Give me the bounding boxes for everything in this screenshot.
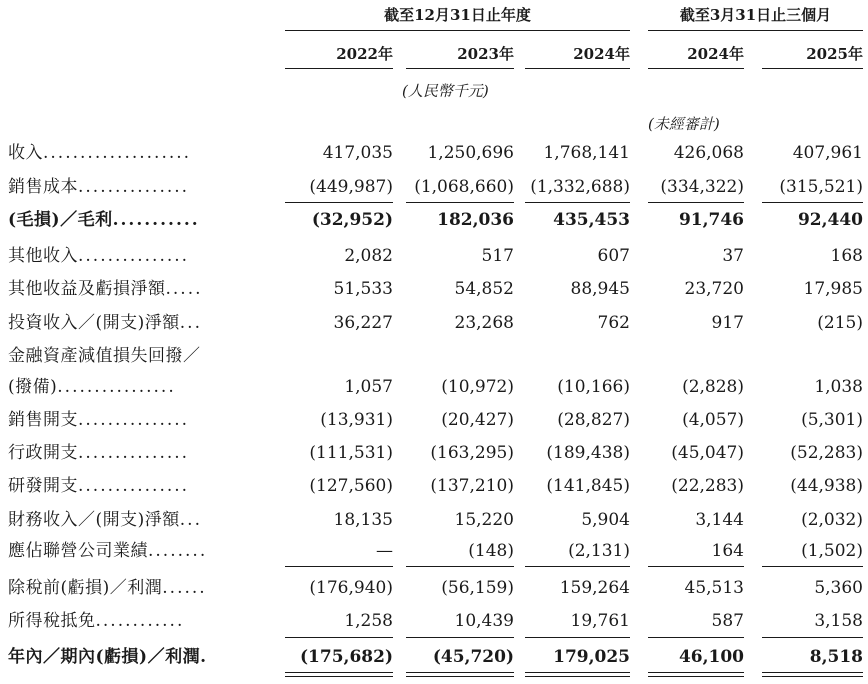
table-cell: (1,068,660): [414, 177, 514, 197]
header-year-2025-q: 2025年: [762, 43, 863, 69]
table-cell: 88,945: [570, 279, 630, 299]
table-cell: 179,025: [553, 647, 630, 667]
row-label: [8, 277, 203, 301]
leader-dots: ............: [95, 611, 185, 631]
row-label-text: 年內／期內(虧損)／利潤: [8, 647, 201, 667]
row-label: [8, 609, 184, 633]
table-cell: —: [376, 541, 393, 561]
table-cell: 164: [711, 541, 744, 561]
double-rule-total: [525, 672, 630, 677]
leader-dots: ...............: [78, 177, 190, 197]
header-year-2024: 2024年: [525, 43, 630, 69]
row-label-text: 投資收入／(開支)淨額: [8, 313, 180, 333]
row-label: [8, 208, 200, 232]
rule-after-cost: [406, 202, 514, 203]
leader-dots: ......: [162, 578, 207, 598]
table-cell: (4,057): [682, 410, 744, 430]
table-cell: (1,502): [801, 541, 863, 561]
row-label: [8, 645, 208, 669]
leader-dots: ................: [57, 377, 176, 397]
table-cell: (52,283): [790, 443, 863, 463]
double-rule-total: [762, 672, 863, 677]
table-cell: 1,768,141: [543, 143, 630, 163]
table-cell: (215): [817, 313, 863, 333]
unaudited-note: (未經審計): [648, 115, 720, 133]
rule-before-total: [406, 637, 514, 638]
table-cell: 517: [481, 246, 514, 266]
table-cell: (2,828): [682, 377, 744, 397]
row-label: [8, 576, 207, 600]
table-cell: 407,961: [792, 143, 863, 163]
double-rule-total: [406, 672, 514, 677]
table-cell: (1,332,688): [530, 177, 630, 197]
table-cell: (315,521): [779, 177, 863, 197]
table-cell: 23,720: [684, 279, 744, 299]
row-label-text: 行政開支: [8, 443, 78, 463]
row-label: [8, 344, 201, 368]
table-cell: 587: [711, 611, 744, 631]
table-cell: 8,518: [809, 647, 863, 667]
table-cell: 426,068: [673, 143, 744, 163]
table-cell: (45,720): [432, 647, 514, 667]
double-rule-total: [648, 672, 744, 677]
table-cell: (44,938): [790, 476, 863, 496]
row-label: [8, 244, 189, 268]
header-year-2024-q: 2024年: [648, 43, 744, 69]
row-label-text: 其他收益及虧損淨額: [8, 279, 166, 299]
leader-dots: ....................: [43, 143, 192, 163]
table-cell: 5,360: [814, 578, 863, 598]
table-cell: (5,301): [801, 410, 863, 430]
leader-dots: .: [200, 647, 209, 667]
rule-before-total: [285, 637, 393, 638]
table-cell: 10,439: [454, 611, 514, 631]
table-cell: 92,440: [797, 210, 863, 230]
row-label-text: 銷售開支: [8, 410, 78, 430]
row-label: [8, 508, 202, 532]
header-annual-group: 截至12月31日止年度: [285, 4, 630, 31]
table-cell: 1,258: [344, 611, 393, 631]
row-label: [8, 311, 202, 335]
table-cell: 18,135: [333, 510, 393, 530]
table-cell: (45,047): [671, 443, 744, 463]
rule-after-cost: [762, 202, 863, 203]
row-label-text: 所得稅抵免: [8, 611, 96, 631]
leader-dots: ...........: [112, 210, 200, 230]
table-cell: 3,158: [814, 611, 863, 631]
rule-after-cost: [285, 202, 393, 203]
rule-before-pretax: [762, 566, 863, 567]
table-cell: 607: [597, 246, 630, 266]
row-label: [8, 141, 191, 165]
table-cell: (175,682): [300, 647, 393, 667]
table-cell: 435,453: [553, 210, 630, 230]
rule-before-pretax: [525, 566, 630, 567]
table-cell: (2,131): [568, 541, 630, 561]
table-cell: 23,268: [454, 313, 514, 333]
table-cell: (22,283): [671, 476, 744, 496]
row-label: [8, 375, 176, 399]
double-rule-total: [285, 672, 393, 677]
header-quarter-group: 截至3月31日止三個月: [648, 4, 863, 31]
table-cell: (111,531): [309, 443, 393, 463]
table-cell: 3,144: [695, 510, 744, 530]
table-cell: (28,827): [557, 410, 630, 430]
table-cell: 917: [711, 313, 744, 333]
leader-dots: ...............: [78, 246, 190, 266]
row-label-text: (毛損)／毛利: [8, 210, 113, 230]
rule-before-pretax: [648, 566, 744, 567]
table-cell: (2,032): [801, 510, 863, 530]
row-label-text: 金融資產減值損失回撥／: [8, 346, 201, 366]
table-cell: (449,987): [309, 177, 393, 197]
table-cell: 168: [830, 246, 863, 266]
table-cell: 417,035: [322, 143, 393, 163]
row-label-text: 除稅前(虧損)／利潤: [8, 578, 163, 598]
table-cell: 182,036: [437, 210, 514, 230]
leader-dots: ...............: [78, 443, 190, 463]
table-cell: (163,295): [430, 443, 514, 463]
currency-note: (人民幣千元): [402, 82, 489, 100]
rule-after-cost: [525, 202, 630, 203]
rule-before-pretax: [285, 566, 393, 567]
row-label: [8, 408, 189, 432]
table-cell: 2,082: [344, 246, 393, 266]
table-cell: 15,220: [454, 510, 514, 530]
table-cell: (127,560): [309, 476, 393, 496]
table-cell: 17,985: [803, 279, 863, 299]
table-cell: 54,852: [454, 279, 514, 299]
leader-dots: ...: [179, 313, 202, 333]
table-cell: 5,904: [581, 510, 630, 530]
row-label: [8, 474, 189, 498]
table-cell: (148): [468, 541, 514, 561]
table-cell: 45,513: [684, 578, 744, 598]
row-label: [8, 175, 189, 199]
table-cell: (10,166): [557, 377, 630, 397]
table-cell: (189,438): [546, 443, 630, 463]
table-cell: (32,952): [311, 210, 393, 230]
rule-before-total: [525, 637, 630, 638]
table-cell: 51,533: [333, 279, 393, 299]
row-label: [8, 441, 189, 465]
table-cell: 762: [597, 313, 630, 333]
table-cell: 19,761: [570, 611, 630, 631]
row-label-text: 應佔聯營公司業績: [8, 541, 148, 561]
table-cell: (141,845): [546, 476, 630, 496]
leader-dots: .....: [165, 279, 203, 299]
row-label-text: 財務收入／(開支)淨額: [8, 510, 180, 530]
table-cell: 1,250,696: [427, 143, 514, 163]
row-label-text: (撥備): [8, 377, 58, 397]
table-cell: 1,057: [344, 377, 393, 397]
row-label-text: 研發開支: [8, 476, 78, 496]
table-cell: 46,100: [678, 647, 744, 667]
header-year-2023: 2023年: [406, 43, 514, 69]
leader-dots: ........: [148, 541, 208, 561]
table-cell: (10,972): [441, 377, 514, 397]
rule-before-total: [648, 637, 744, 638]
table-cell: (176,940): [309, 578, 393, 598]
row-label: [8, 539, 207, 563]
table-cell: 159,264: [559, 578, 630, 598]
leader-dots: ...: [179, 510, 202, 530]
row-label-text: 銷售成本: [8, 177, 78, 197]
rule-before-total: [762, 637, 863, 638]
row-label-text: 其他收入: [8, 246, 78, 266]
table-cell: (13,931): [320, 410, 393, 430]
leader-dots: ...............: [78, 410, 190, 430]
table-cell: 1,038: [814, 377, 863, 397]
table-cell: (334,322): [660, 177, 744, 197]
table-cell: 36,227: [333, 313, 393, 333]
leader-dots: ...............: [78, 476, 190, 496]
table-cell: (137,210): [430, 476, 514, 496]
rule-after-cost: [648, 202, 744, 203]
row-label-text: 收入: [8, 143, 43, 163]
rule-before-pretax: [406, 566, 514, 567]
header-year-2022: 2022年: [285, 43, 393, 69]
table-cell: (20,427): [441, 410, 514, 430]
table-cell: 91,746: [678, 210, 744, 230]
table-cell: 37: [722, 246, 744, 266]
table-cell: (56,159): [441, 578, 514, 598]
